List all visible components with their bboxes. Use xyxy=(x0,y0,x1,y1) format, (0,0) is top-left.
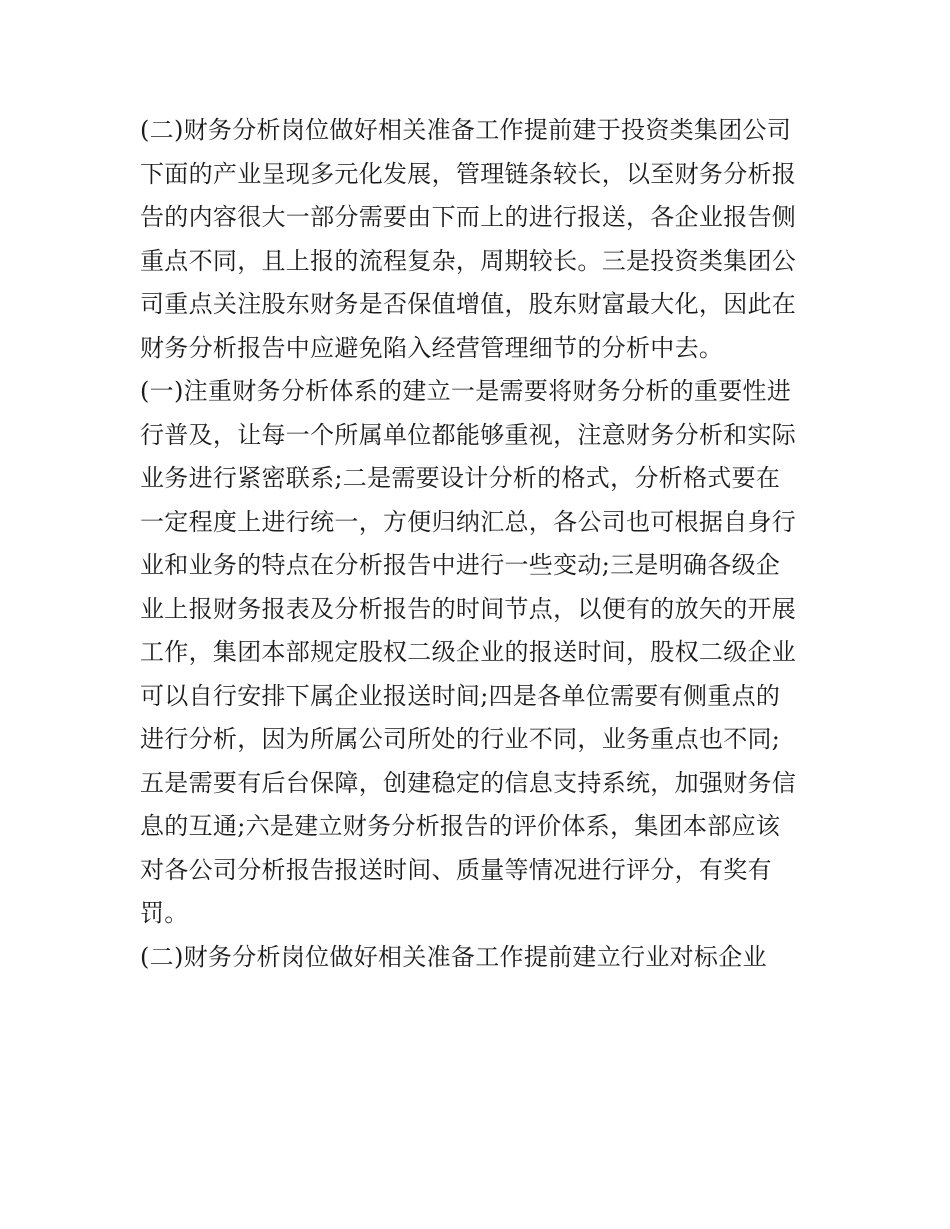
text-line: 下面的产业呈现多元化发展，管理链条较长，以至财务分析报 xyxy=(140,159,797,188)
text-line: 行普及，让每一个所属单位都能够重视，注意财务分析和实际 xyxy=(140,420,797,449)
paragraph-3 xyxy=(140,936,820,980)
text-line: 对各公司分析报告报送时间、质量等情况进行评分，有奖有 xyxy=(140,855,772,884)
text-line: 重点不同，且上报的流程复杂，周期较长。三是投资类集团公 xyxy=(140,246,797,275)
text-line: (一)注重财务分析体系的建立一是需要将财务分析的重要性进 xyxy=(140,377,792,405)
text-line: 业和业务的特点在分析报告中进行一些变动;三是明确各级企 xyxy=(140,551,781,579)
text-line: 进行分析，因为所属公司所处的行业不同，业务重点也不同; xyxy=(140,725,781,753)
paragraph-1 xyxy=(140,109,820,370)
paragraph-2 xyxy=(140,370,820,936)
document-body xyxy=(140,109,820,979)
text-line: 业务进行紧密联系;二是需要设计分析的格式，分析格式要在 xyxy=(140,464,781,492)
text-line: 罚。 xyxy=(140,899,189,927)
text-line: 工作，集团本部规定股权二级企业的报送时间，股权二级企业 xyxy=(140,638,797,666)
text-line: 息的互通;六是建立财务分析报告的评价体系，集团本部应该 xyxy=(140,812,781,840)
text-line: (二)财务分析岗位做好相关准备工作提前建立行业对标企业 xyxy=(140,942,767,971)
text-line: 一定程度上进行统一，方便归纳汇总，各公司也可根据自身行 xyxy=(140,507,797,536)
text-line: 五是需要有后台保障，创建稳定的信息支持系统，加强财务信 xyxy=(140,768,797,797)
text-line: 司重点关注股东财务是否保值增值，股东财富最大化，因此在 xyxy=(140,290,797,318)
text-line: 可以自行安排下属企业报送时间;四是各单位需要有侧重点的 xyxy=(140,681,781,710)
text-line: 财务分析报告中应避免陷入经营管理细节的分析中去。 xyxy=(140,333,724,362)
text-line: 告的内容很大一部分需要由下而上的进行报送，各企业报告侧 xyxy=(140,203,797,231)
text-line: 业上报财务报表及分析报告的时间节点，以便有的放矢的开展 xyxy=(140,594,797,623)
text-line: (二)财务分析岗位做好相关准备工作提前建于投资类集团公司 xyxy=(140,116,792,144)
